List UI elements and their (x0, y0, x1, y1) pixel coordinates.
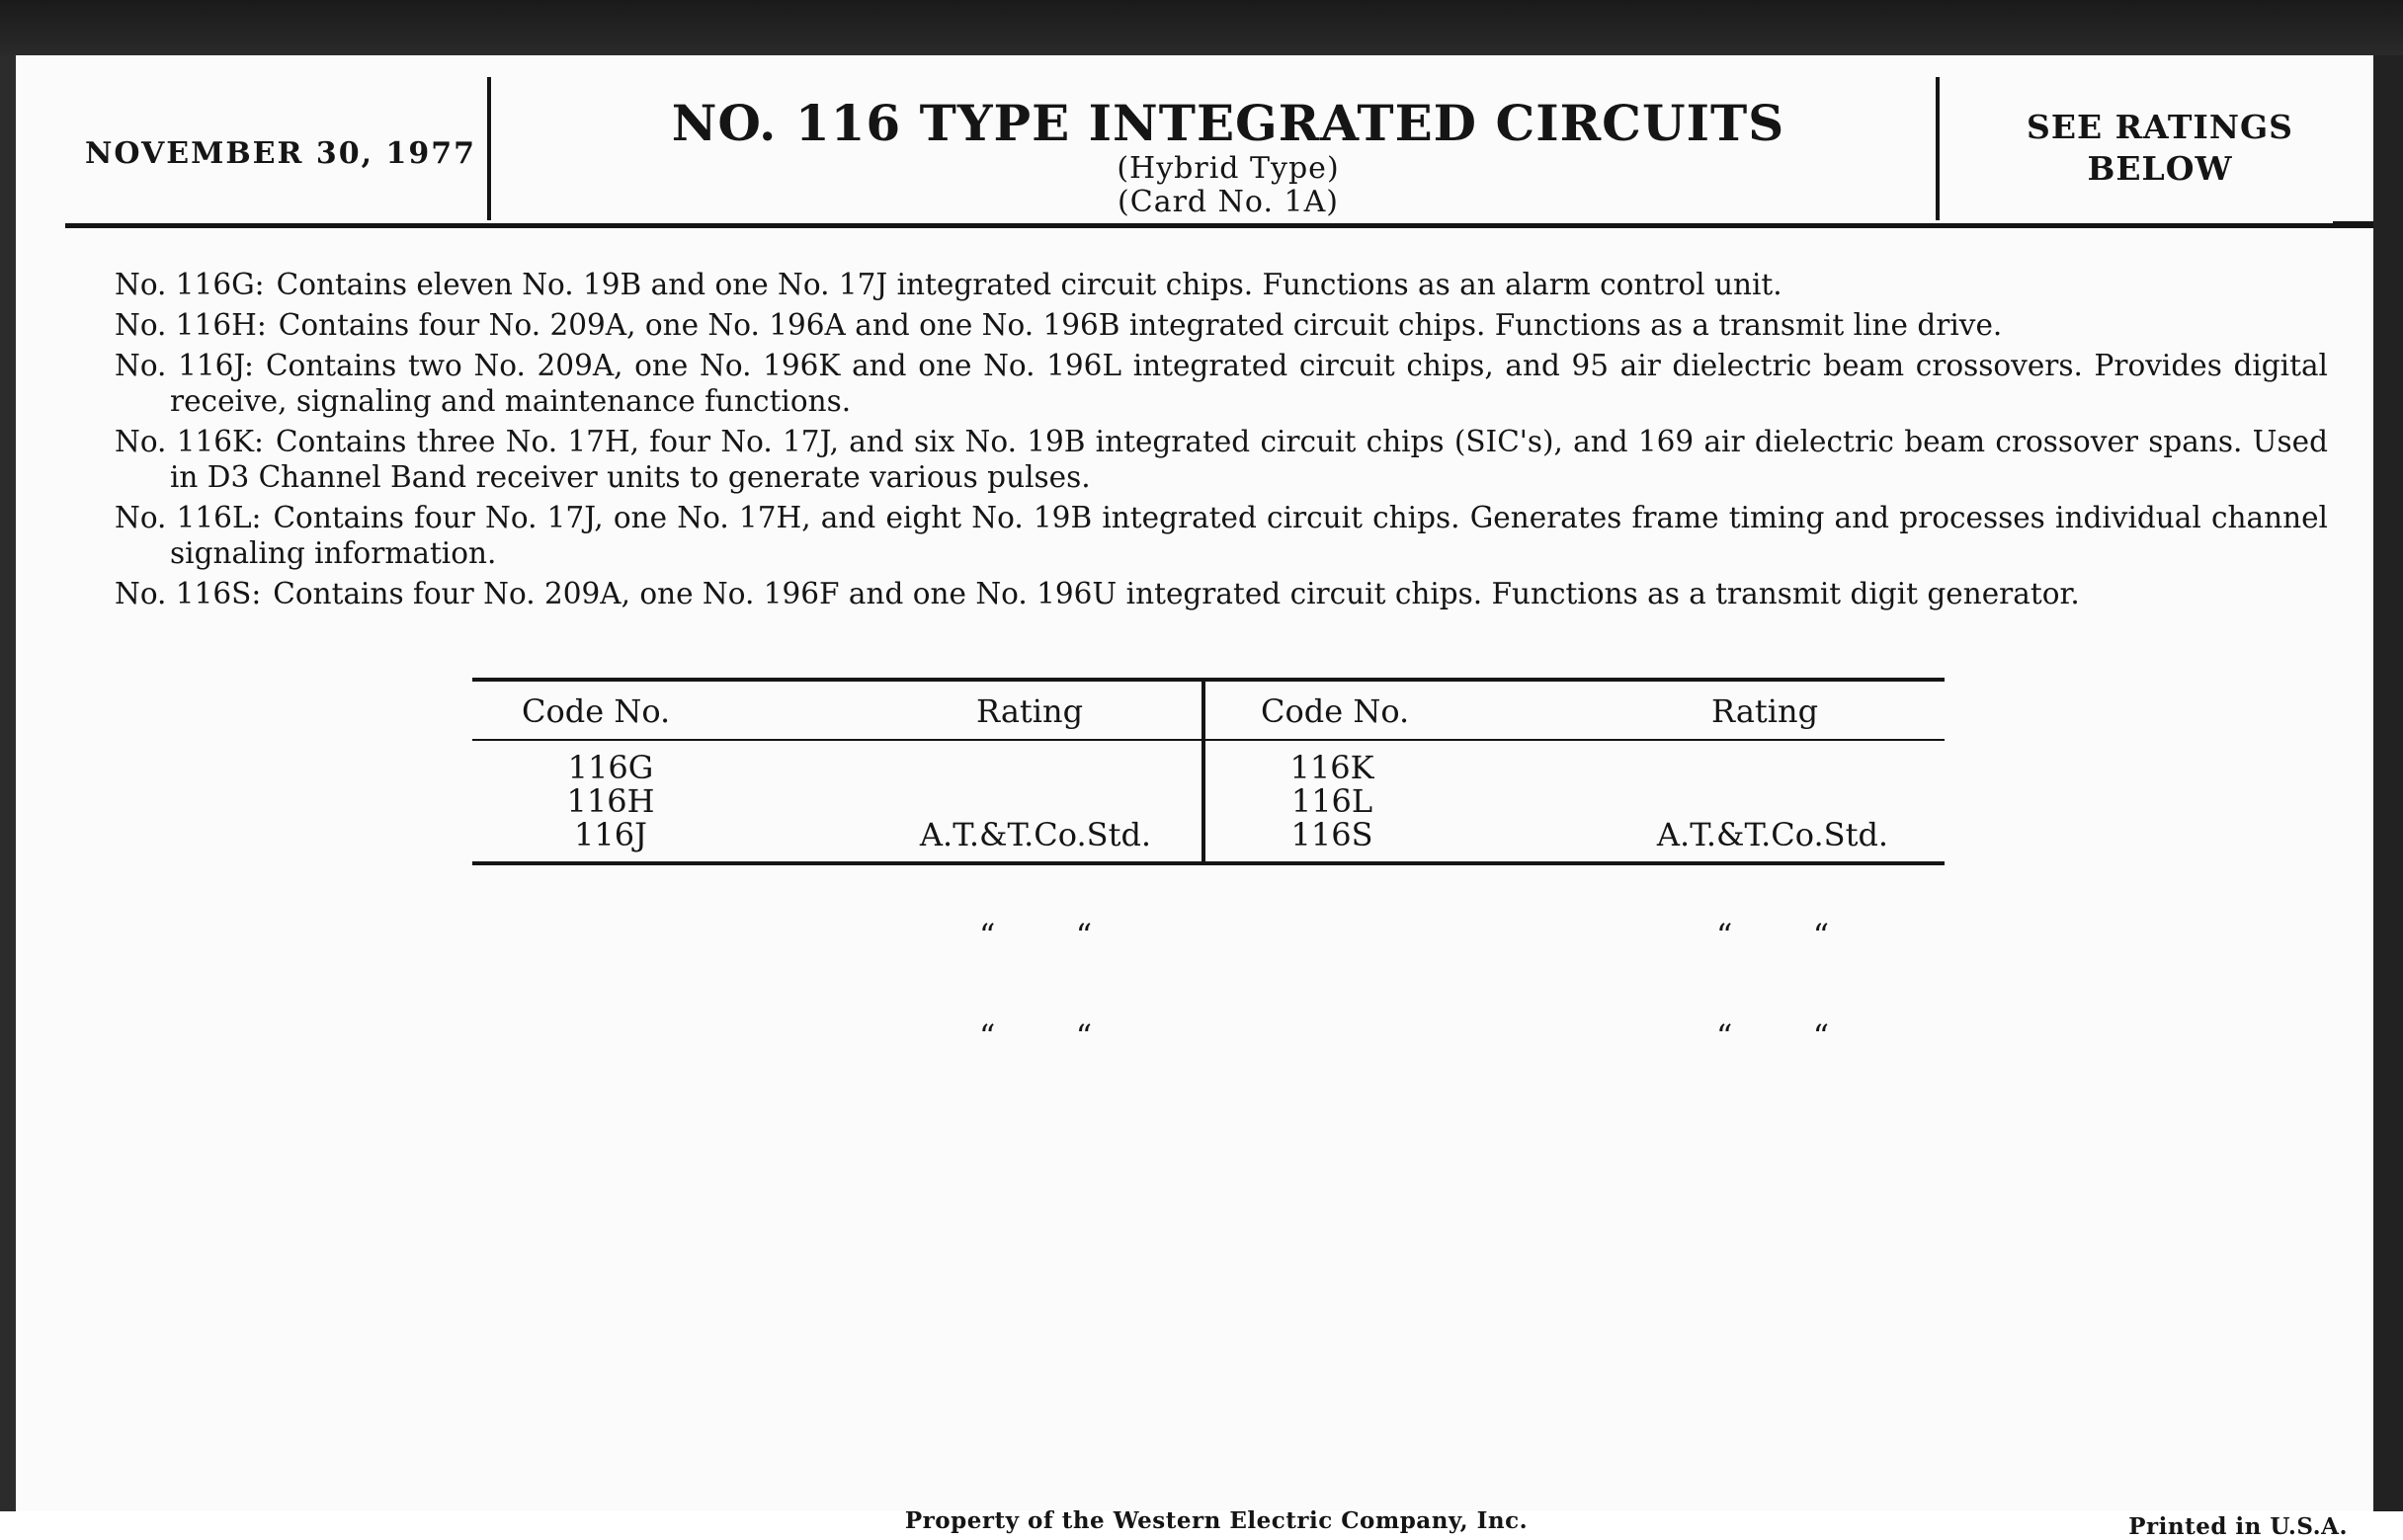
description-code: No. 116K: (115, 425, 264, 458)
description-text: Contains four No. 209A, one No. 196F and one No. 196U integrated circuit chips. Functions as a transmit digit generator. (273, 577, 2080, 610)
data-card (16, 55, 2373, 1540)
table-header-code-left: Code No. (522, 692, 671, 730)
description-code: No. 116G: (115, 268, 265, 301)
scan-border-right (2373, 55, 2403, 1511)
table-cell-rating: A.T.&T.Co.Std. (1656, 816, 1889, 853)
table-header-code-right: Code No. (1261, 692, 1410, 730)
page-title: NO. 116 TYPE INTEGRATED CIRCUITS (671, 94, 1785, 152)
header-ratings-note (1952, 107, 2367, 190)
header-rule (65, 223, 2373, 228)
table-cell-code: 116L (1290, 782, 1373, 820)
description-item (115, 348, 2328, 419)
description-text: Contains two No. 209A, one No. 196K and one No. 196L integrated circuit chips, and 95 air dielectric beam crossovers. Provides digital receive, signaling and maintenance functions. (170, 349, 2328, 418)
ratings-table (472, 678, 1945, 1055)
table-cell-code: 116J (574, 816, 647, 853)
table-header-rating-left: Rating (976, 692, 1084, 730)
table-cell-rating: “ “ (978, 1017, 1093, 1055)
table-codes-right (1253, 751, 1411, 851)
description-item (115, 576, 2328, 611)
ratings-note-line1: SEE RATINGS (2026, 108, 2294, 146)
header-rule-tab (2333, 221, 2373, 228)
description-text: Contains three No. 17H, four No. 17J, and six No. 19B integrated circuit chips (SIC's), and 169 air dielectric beam crossover spans. Used in D3 Channel Band receiver units to generate various pulses. (170, 425, 2328, 494)
table-cell-rating: “ “ (1715, 917, 1830, 954)
footer-property-notice: Property of the Western Electric Company, Inc. (904, 1507, 1529, 1534)
table-cell-code: 116H (566, 782, 655, 820)
table-cell-code: 116S (1290, 816, 1373, 853)
description-item (115, 267, 2328, 302)
description-code: No. 116L: (115, 501, 262, 534)
table-rule-center (1202, 678, 1205, 865)
table-cell-code: 116K (1289, 749, 1374, 786)
table-rule-top (472, 678, 1945, 682)
description-list (115, 267, 2328, 616)
description-code: No. 116S: (115, 577, 262, 610)
description-code: No. 116J: (115, 349, 254, 382)
footer-printed-in: Printed in U.S.A. (2128, 1513, 2348, 1540)
description-code: No. 116H: (115, 308, 267, 342)
header-date: NOVEMBER 30, 1977 (84, 136, 477, 171)
table-cell-rating: “ “ (978, 917, 1093, 954)
table-cell-rating: A.T.&T.Co.Std. (919, 816, 1152, 853)
table-ratings-left (887, 751, 1184, 1120)
header-divider-right (1936, 77, 1940, 220)
table-codes-left (532, 751, 690, 851)
description-text: Contains four No. 17J, one No. 17H, and eight No. 19B integrated circuit chips. Generates frame timing and processes individual channel signaling information. (170, 501, 2328, 570)
ratings-note-line2: BELOW (2087, 149, 2233, 188)
description-item (115, 307, 2328, 343)
description-text: Contains eleven No. 19B and one No. 17J integrated circuit chips. Functions as an alarm control unit. (276, 268, 1782, 301)
description-item (115, 500, 2328, 571)
table-cell-rating: “ “ (1715, 1017, 1830, 1055)
subtitle-card: (Card No. 1A) (1118, 185, 1339, 219)
scan-border-top (0, 0, 2403, 55)
description-text: Contains four No. 209A, one No. 196A and one No. 196B integrated circuit chips. Functions as a transmit line drive. (278, 308, 2003, 342)
header-title-block (490, 95, 1966, 219)
table-cell-code: 116G (567, 749, 654, 786)
table-ratings-right (1624, 751, 1921, 1120)
table-rule-header (472, 739, 1945, 741)
description-item (115, 424, 2328, 495)
table-header-rating-right: Rating (1711, 692, 1819, 730)
scan-border-left (0, 55, 16, 1511)
subtitle-type: (Hybrid Type) (1117, 151, 1340, 186)
